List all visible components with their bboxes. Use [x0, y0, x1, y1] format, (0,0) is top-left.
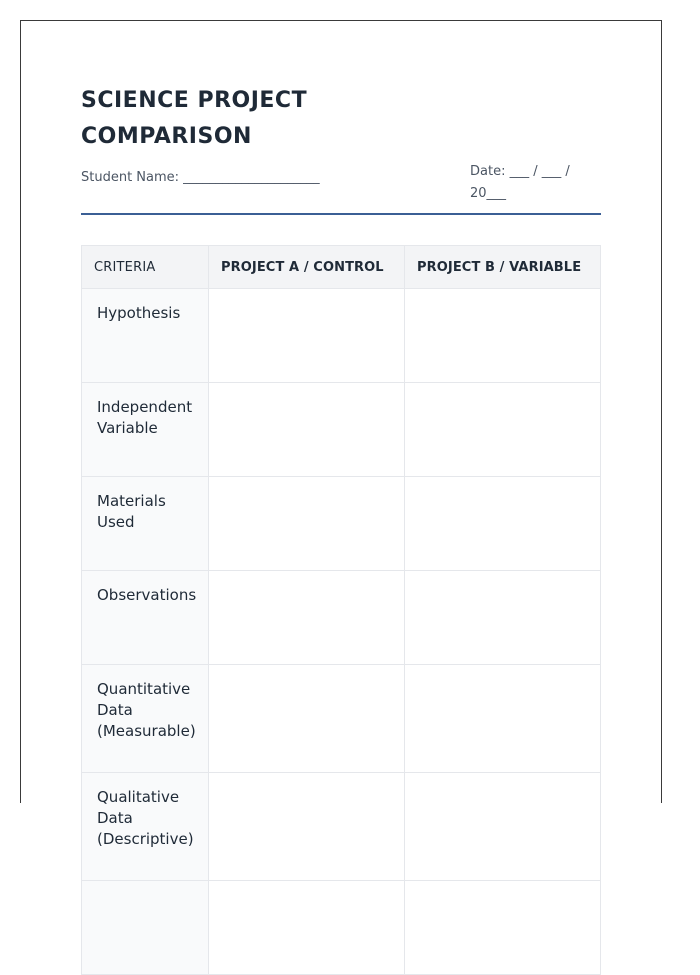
- comparison-table: [81, 245, 601, 975]
- project-b-cell: [405, 383, 601, 477]
- table-row: [82, 477, 601, 571]
- project-b-cell: [405, 881, 601, 975]
- project-b-cell: [405, 571, 601, 665]
- criteria-cell: Quantitative Data (Measurable): [82, 665, 209, 773]
- column-header-criteria: CRITERIA: [82, 246, 209, 289]
- project-b-cell: [405, 773, 601, 881]
- student-name-field: Student Name: _____________________: [81, 170, 320, 185]
- date-field: Date: ___ / ___ / 20___: [470, 164, 570, 201]
- project-b-cell: [405, 289, 601, 383]
- criteria-cell: Qualitative Data (Descriptive): [82, 773, 209, 881]
- page-title: SCIENCE PROJECT COMPARISON: [81, 88, 308, 149]
- criteria-cell: Independent Variable: [82, 383, 209, 477]
- criteria-cell: [82, 881, 209, 975]
- project-a-cell: [209, 477, 405, 571]
- worksheet-page: [20, 20, 662, 848]
- criteria-cell: Observations: [82, 571, 209, 665]
- table-header-row: [82, 246, 601, 289]
- project-a-cell: [209, 571, 405, 665]
- table-row: [82, 383, 601, 477]
- project-a-cell: [209, 383, 405, 477]
- criteria-cell: Materials Used: [82, 477, 209, 571]
- project-b-cell: [405, 665, 601, 773]
- column-header-project-a: PROJECT A / CONTROL: [209, 246, 405, 289]
- criteria-cell: Hypothesis: [82, 289, 209, 383]
- project-a-cell: [209, 289, 405, 383]
- project-a-cell: [209, 773, 405, 881]
- table-row: [82, 289, 601, 383]
- column-header-project-b: PROJECT B / VARIABLE: [405, 246, 601, 289]
- table-row: [82, 665, 601, 773]
- header-divider: [81, 213, 601, 215]
- project-a-cell: [209, 665, 405, 773]
- project-b-cell: [405, 477, 601, 571]
- table-row: [82, 571, 601, 665]
- project-a-cell: [209, 881, 405, 975]
- table-row: [82, 773, 601, 881]
- table-row: [82, 881, 601, 975]
